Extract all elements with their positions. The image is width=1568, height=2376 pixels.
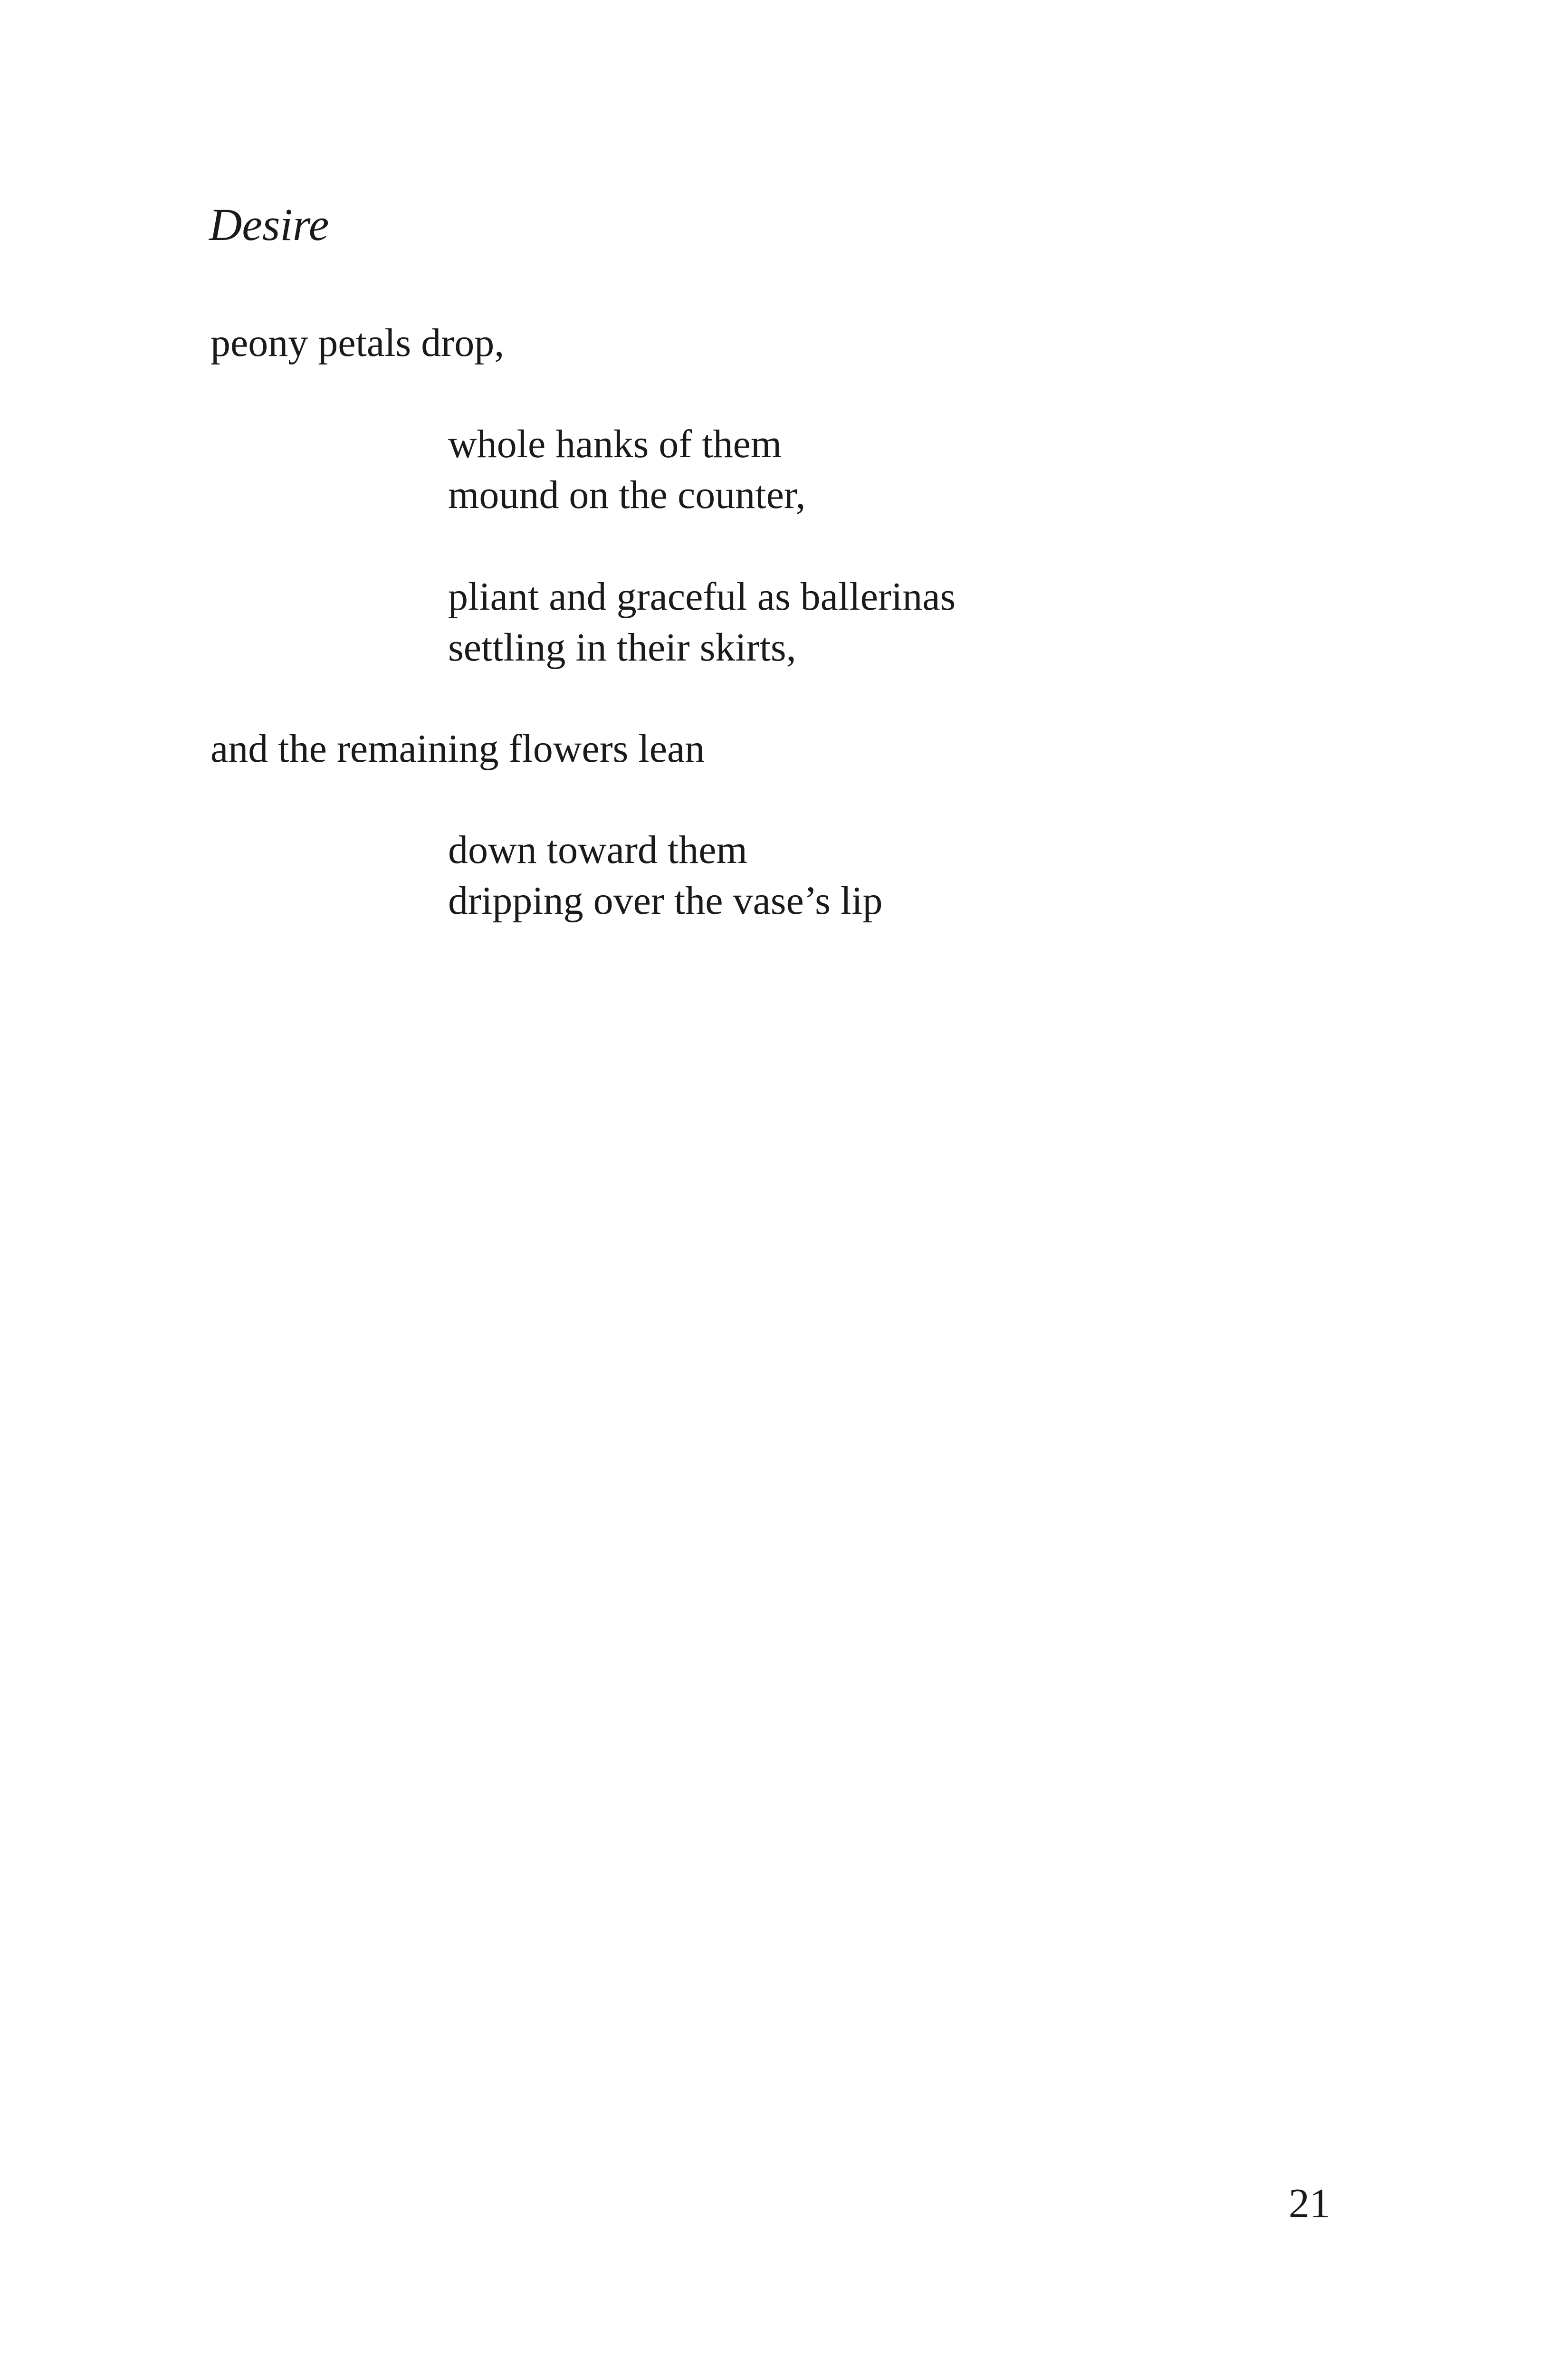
poem-line: and the remaining flowers lean: [210, 727, 705, 771]
poem-line: peony petals drop,: [210, 321, 505, 365]
poem-title: Desire: [209, 199, 329, 250]
poem-line: dripping over the vase’s lip: [448, 879, 883, 923]
poem-line: whole hanks of them: [448, 422, 782, 466]
page-number: 21: [1289, 2181, 1330, 2227]
poem-line: mound on the counter,: [448, 473, 806, 517]
poem-line: down toward them: [448, 828, 747, 872]
poem-line: pliant and graceful as ballerinas: [448, 575, 956, 619]
poem-line: settling in their skirts,: [448, 625, 796, 670]
